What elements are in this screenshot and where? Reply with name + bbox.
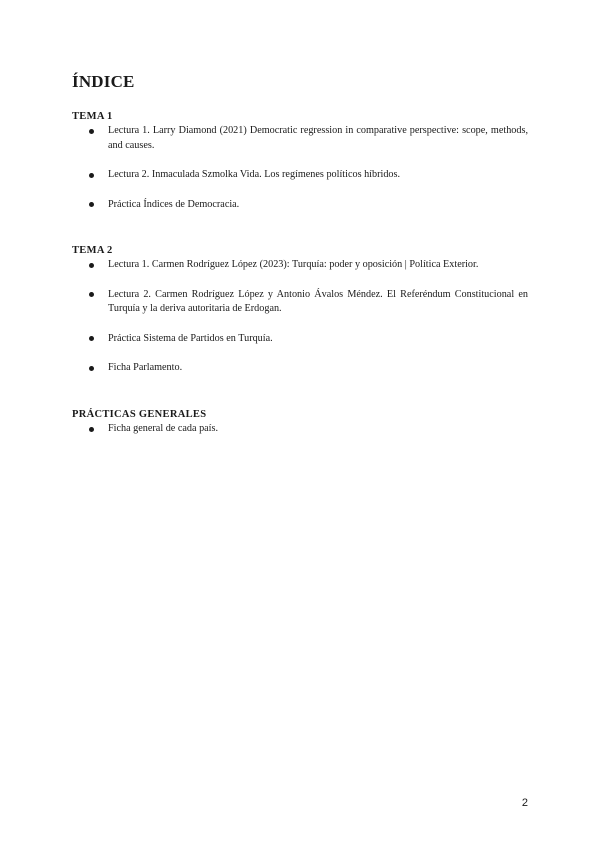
bullet-icon bbox=[89, 292, 94, 297]
bullet-icon bbox=[89, 336, 94, 341]
list-item bbox=[72, 198, 528, 213]
page-title: ÍNDICE bbox=[72, 72, 135, 91]
bullet-icon bbox=[89, 263, 94, 268]
section-heading: TEMA 1 bbox=[72, 111, 113, 122]
item-list bbox=[72, 422, 528, 437]
bullet-icon bbox=[89, 366, 94, 371]
list-item-text: Práctica Índices de Democracia. bbox=[108, 198, 240, 210]
list-item bbox=[72, 422, 528, 437]
list-item-text: Lectura 2. Inmaculada Szmolka Vida. Los regímenes políticos híbridos. bbox=[108, 169, 401, 180]
list-item bbox=[72, 332, 528, 347]
list-item bbox=[72, 361, 528, 376]
section-heading: PRÁCTICAS GENERALES bbox=[72, 409, 207, 420]
list-item-text: Práctica Sistema de Partidos en Turquía. bbox=[108, 332, 273, 344]
section-practicas-generales bbox=[72, 408, 528, 437]
list-item bbox=[72, 168, 528, 183]
bullet-icon bbox=[89, 129, 94, 134]
list-item-text: Lectura 2. Carmen Rodríguez López y Antonio Ávalos Méndez. El Referéndum Constitucional en Turquía y la deriva autoritaria de Erdogan. bbox=[108, 288, 528, 314]
section-heading: TEMA 2 bbox=[72, 245, 113, 256]
section-tema-1 bbox=[72, 110, 528, 212]
bullet-icon bbox=[89, 173, 94, 178]
bullet-icon bbox=[89, 427, 94, 432]
item-list bbox=[72, 124, 528, 212]
bullet-icon bbox=[89, 202, 94, 207]
list-item bbox=[72, 288, 528, 317]
list-item-text: Lectura 1. Larry Diamond (2021) Democratic regression in comparative perspective: scope, methods, and causes. bbox=[108, 125, 528, 151]
list-item bbox=[72, 258, 528, 273]
page-number: 2 bbox=[521, 797, 528, 809]
list-item bbox=[72, 124, 528, 153]
list-item-text: Ficha general de cada país. bbox=[108, 423, 219, 434]
list-item-text: Lectura 1. Carmen Rodríguez López (2023): Turquía: poder y oposición | Política Exterior. bbox=[108, 259, 479, 270]
list-item-text: Ficha Parlamento. bbox=[108, 362, 183, 373]
section-tema-2 bbox=[72, 244, 528, 376]
item-list bbox=[72, 258, 528, 376]
